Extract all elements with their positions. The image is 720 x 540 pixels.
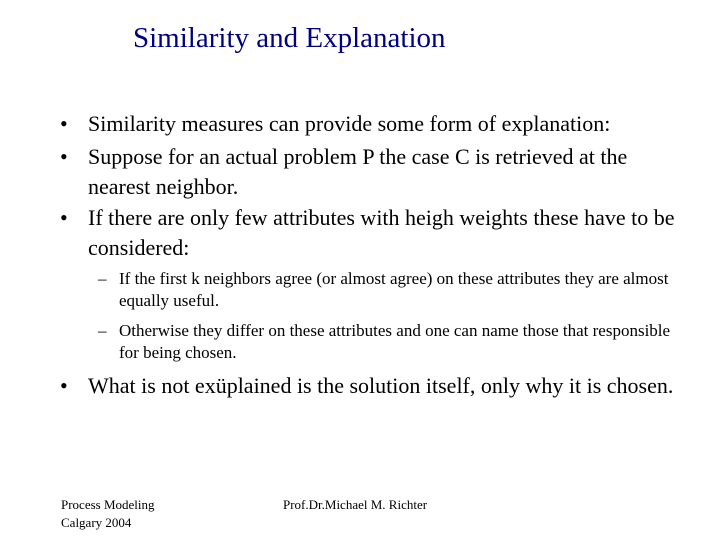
bullet-marker: • [60, 373, 68, 398]
sub-bullet-item [98, 268, 678, 312]
bullet-item [60, 142, 680, 202]
sub-bullet-item [98, 320, 678, 364]
slide-title: Similarity and Explanation [133, 22, 446, 54]
bullet-item [60, 109, 680, 139]
bullet-marker: • [60, 205, 68, 230]
bullet-text: If there are only few attributes with heigh weights these have to be considered: [88, 205, 675, 260]
footer-left [61, 496, 155, 532]
bullet-text: Suppose for an actual problem P the case C is retrieved at the nearest neighbor. [88, 144, 628, 199]
footer-author: Prof.Dr.Michael M. Richter [283, 497, 428, 512]
footer-location: Calgary 2004 [61, 515, 132, 530]
sub-bullet-text: If the first k neighbors agree (or almost agree) on these attributes they are almost equally useful. [119, 269, 669, 310]
bullet-text: What is not exüplained is the solution itself, only why it is chosen. [88, 373, 674, 398]
footer-course: Process Modeling [61, 497, 155, 512]
bullet-item [60, 203, 680, 263]
sub-bullet-text: Otherwise they differ on these attributes and one can name those that responsible for being chosen. [119, 321, 671, 362]
bullet-marker: • [60, 111, 68, 136]
sub-bullet-marker: – [98, 321, 107, 340]
bullet-item [60, 371, 680, 401]
bullet-marker: • [60, 144, 68, 169]
sub-bullet-marker: – [98, 269, 107, 288]
bullet-text: Similarity measures can provide some form of explanation: [88, 111, 611, 136]
